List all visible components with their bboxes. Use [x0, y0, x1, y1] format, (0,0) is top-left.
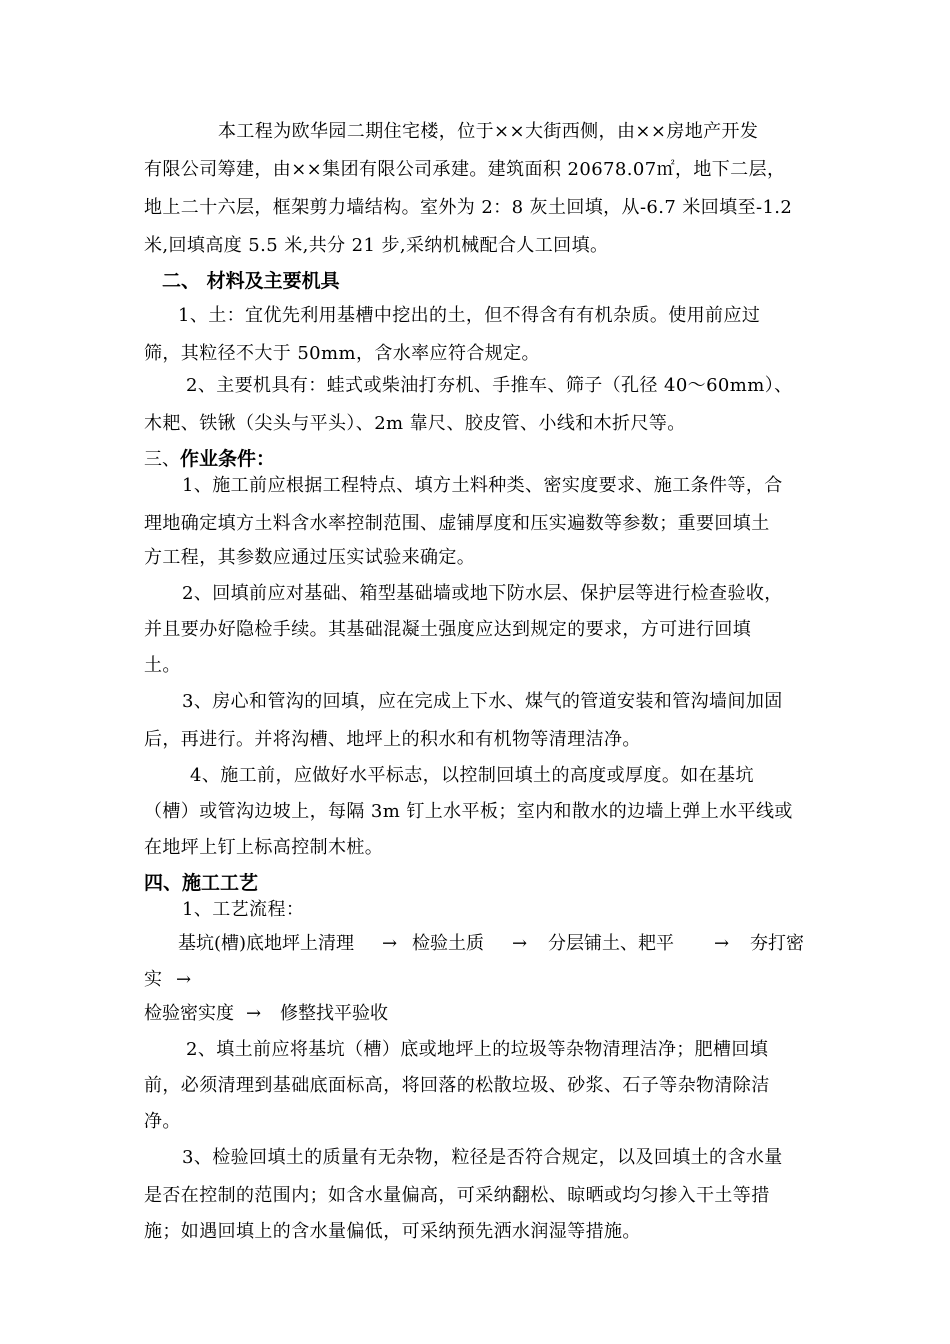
flow-step-finish: 修整找平验收: [280, 1003, 388, 1024]
flow-step-density-check: 检验密实度: [144, 1003, 234, 1024]
section-3-p1-line-3: 方工程，其参数应通过压实试验来确定。: [144, 547, 476, 568]
flow-step-inspect-soil: 检验土质: [412, 933, 484, 954]
section-2-p2-line-2: 木耙、铁锹（尖头与平头）、2m 靠尺、胶皮管、小线和木折尺等。: [144, 413, 686, 434]
section-2-p1-line-2: 筛，其粒径不大于 50mm，含水率应符合规定。: [144, 343, 540, 364]
section-3-p4-line-1: 4、施工前，应做好水平标志，以控制回填土的高度或厚度。如在基坑: [190, 765, 754, 786]
section-4-p2-line-3: 净。: [144, 1111, 181, 1132]
intro-line-1: 本工程为欧华园二期住宅楼，位于××大街西侧，由××房地产开发: [218, 121, 759, 142]
section-3-p3-line-2: 后，再进行。并将沟槽、地坪上的积水和有机物等清理洁净。: [144, 729, 641, 750]
section-3-p2-line-2: 并且要办好隐检手续。其基础混凝土强度应达到规定的要求，方可进行回填: [144, 619, 752, 640]
section-3-p2-line-1: 2、回填前应对基础、箱型基础墙或地下防水层、保护层等进行检查验收，: [182, 583, 783, 604]
section-3-heading: [144, 448, 275, 471]
section-4-p2-line-1: 2、填土前应将基坑（槽）底或地坪上的垃圾等杂物清理洁净；肥槽回填: [186, 1039, 769, 1060]
section-3-heading-prefix: 三、: [144, 449, 180, 470]
flow-arrow-5: →: [246, 1003, 262, 1024]
flow-arrow-1: →: [382, 933, 398, 954]
section-4-p2-line-2: 前，必须清理到基础底面标高，将回落的松散垃圾、砂浆、石子等杂物清除洁: [144, 1075, 770, 1096]
intro-line-4: 米,回填高度 5.5 米,共分 21 步,采纳机械配合人工回填。: [144, 235, 609, 256]
section-3-p2-line-3: 土。: [144, 655, 181, 676]
section-3-p1-line-1: 1、施工前应根据工程特点、填方土料种类、密实度要求、施工条件等，合: [182, 475, 783, 496]
section-2-p2-line-1: 2、主要机具有：蛙式或柴油打夯机、手推车、筛子（孔径 40～60mm）、: [186, 375, 793, 396]
section-4-p1: 1、工艺流程：: [182, 899, 305, 920]
section-4-p3-line-1: 3、检验回填土的质量有无杂物，粒径是否符合规定，以及回填土的含水量: [182, 1147, 783, 1168]
section-3-p3-line-1: 3、房心和管沟的回填，应在完成上下水、煤气的管道安装和管沟墙间加固: [182, 691, 783, 712]
section-2-p1-line-1: 1、土：宜优先利用基槽中挖出的土，但不得含有有机杂质。使用前应过: [178, 305, 761, 326]
section-4-p3-line-2: 是否在控制的范围内；如含水量偏高，可采纳翻松、晾晒或均匀掺入干土等措: [144, 1185, 770, 1206]
section-3-p1-line-2: 理地确定填方土料含水率控制范围、虚铺厚度和压实遍数等参数；重要回填土: [144, 513, 770, 534]
flow-arrow-3: →: [714, 933, 730, 954]
section-3-p4-line-3: 在地坪上钉上标高控制木桩。: [144, 837, 384, 858]
flow-step-compact-cont: 实: [144, 969, 162, 990]
flow-arrow-2: →: [512, 933, 528, 954]
flow-arrow-4: →: [176, 969, 192, 990]
section-4-p3-line-3: 施；如遇回填上的含水量偏低，可采纳预先洒水润湿等措施。: [144, 1221, 641, 1242]
section-4-heading: 四、施工工艺: [144, 872, 259, 894]
flow-step-compact: 夯打密: [750, 933, 804, 954]
section-3-heading-text: 作业条件：: [180, 448, 276, 470]
section-2-heading: 二、 材料及主要机具: [162, 270, 340, 292]
flow-step-cleanup: 基坑(槽)底地坪上清理: [178, 933, 355, 954]
intro-line-3: 地上二十六层，框架剪力墙结构。室外为 2：8 灰土回填，从-6.7 米回填至-1.2: [144, 197, 793, 218]
section-3-p4-line-2: （槽）或管沟边坡上，每隔 3m 钉上水平板；室内和散水的边墙上弹上水平线或: [144, 801, 793, 822]
flow-step-layer-spread: 分层铺土、耙平: [548, 933, 674, 954]
intro-line-2: 有限公司筹建，由××集团有限公司承建。建筑面积 20678.07㎡，地下二层，: [144, 159, 786, 180]
